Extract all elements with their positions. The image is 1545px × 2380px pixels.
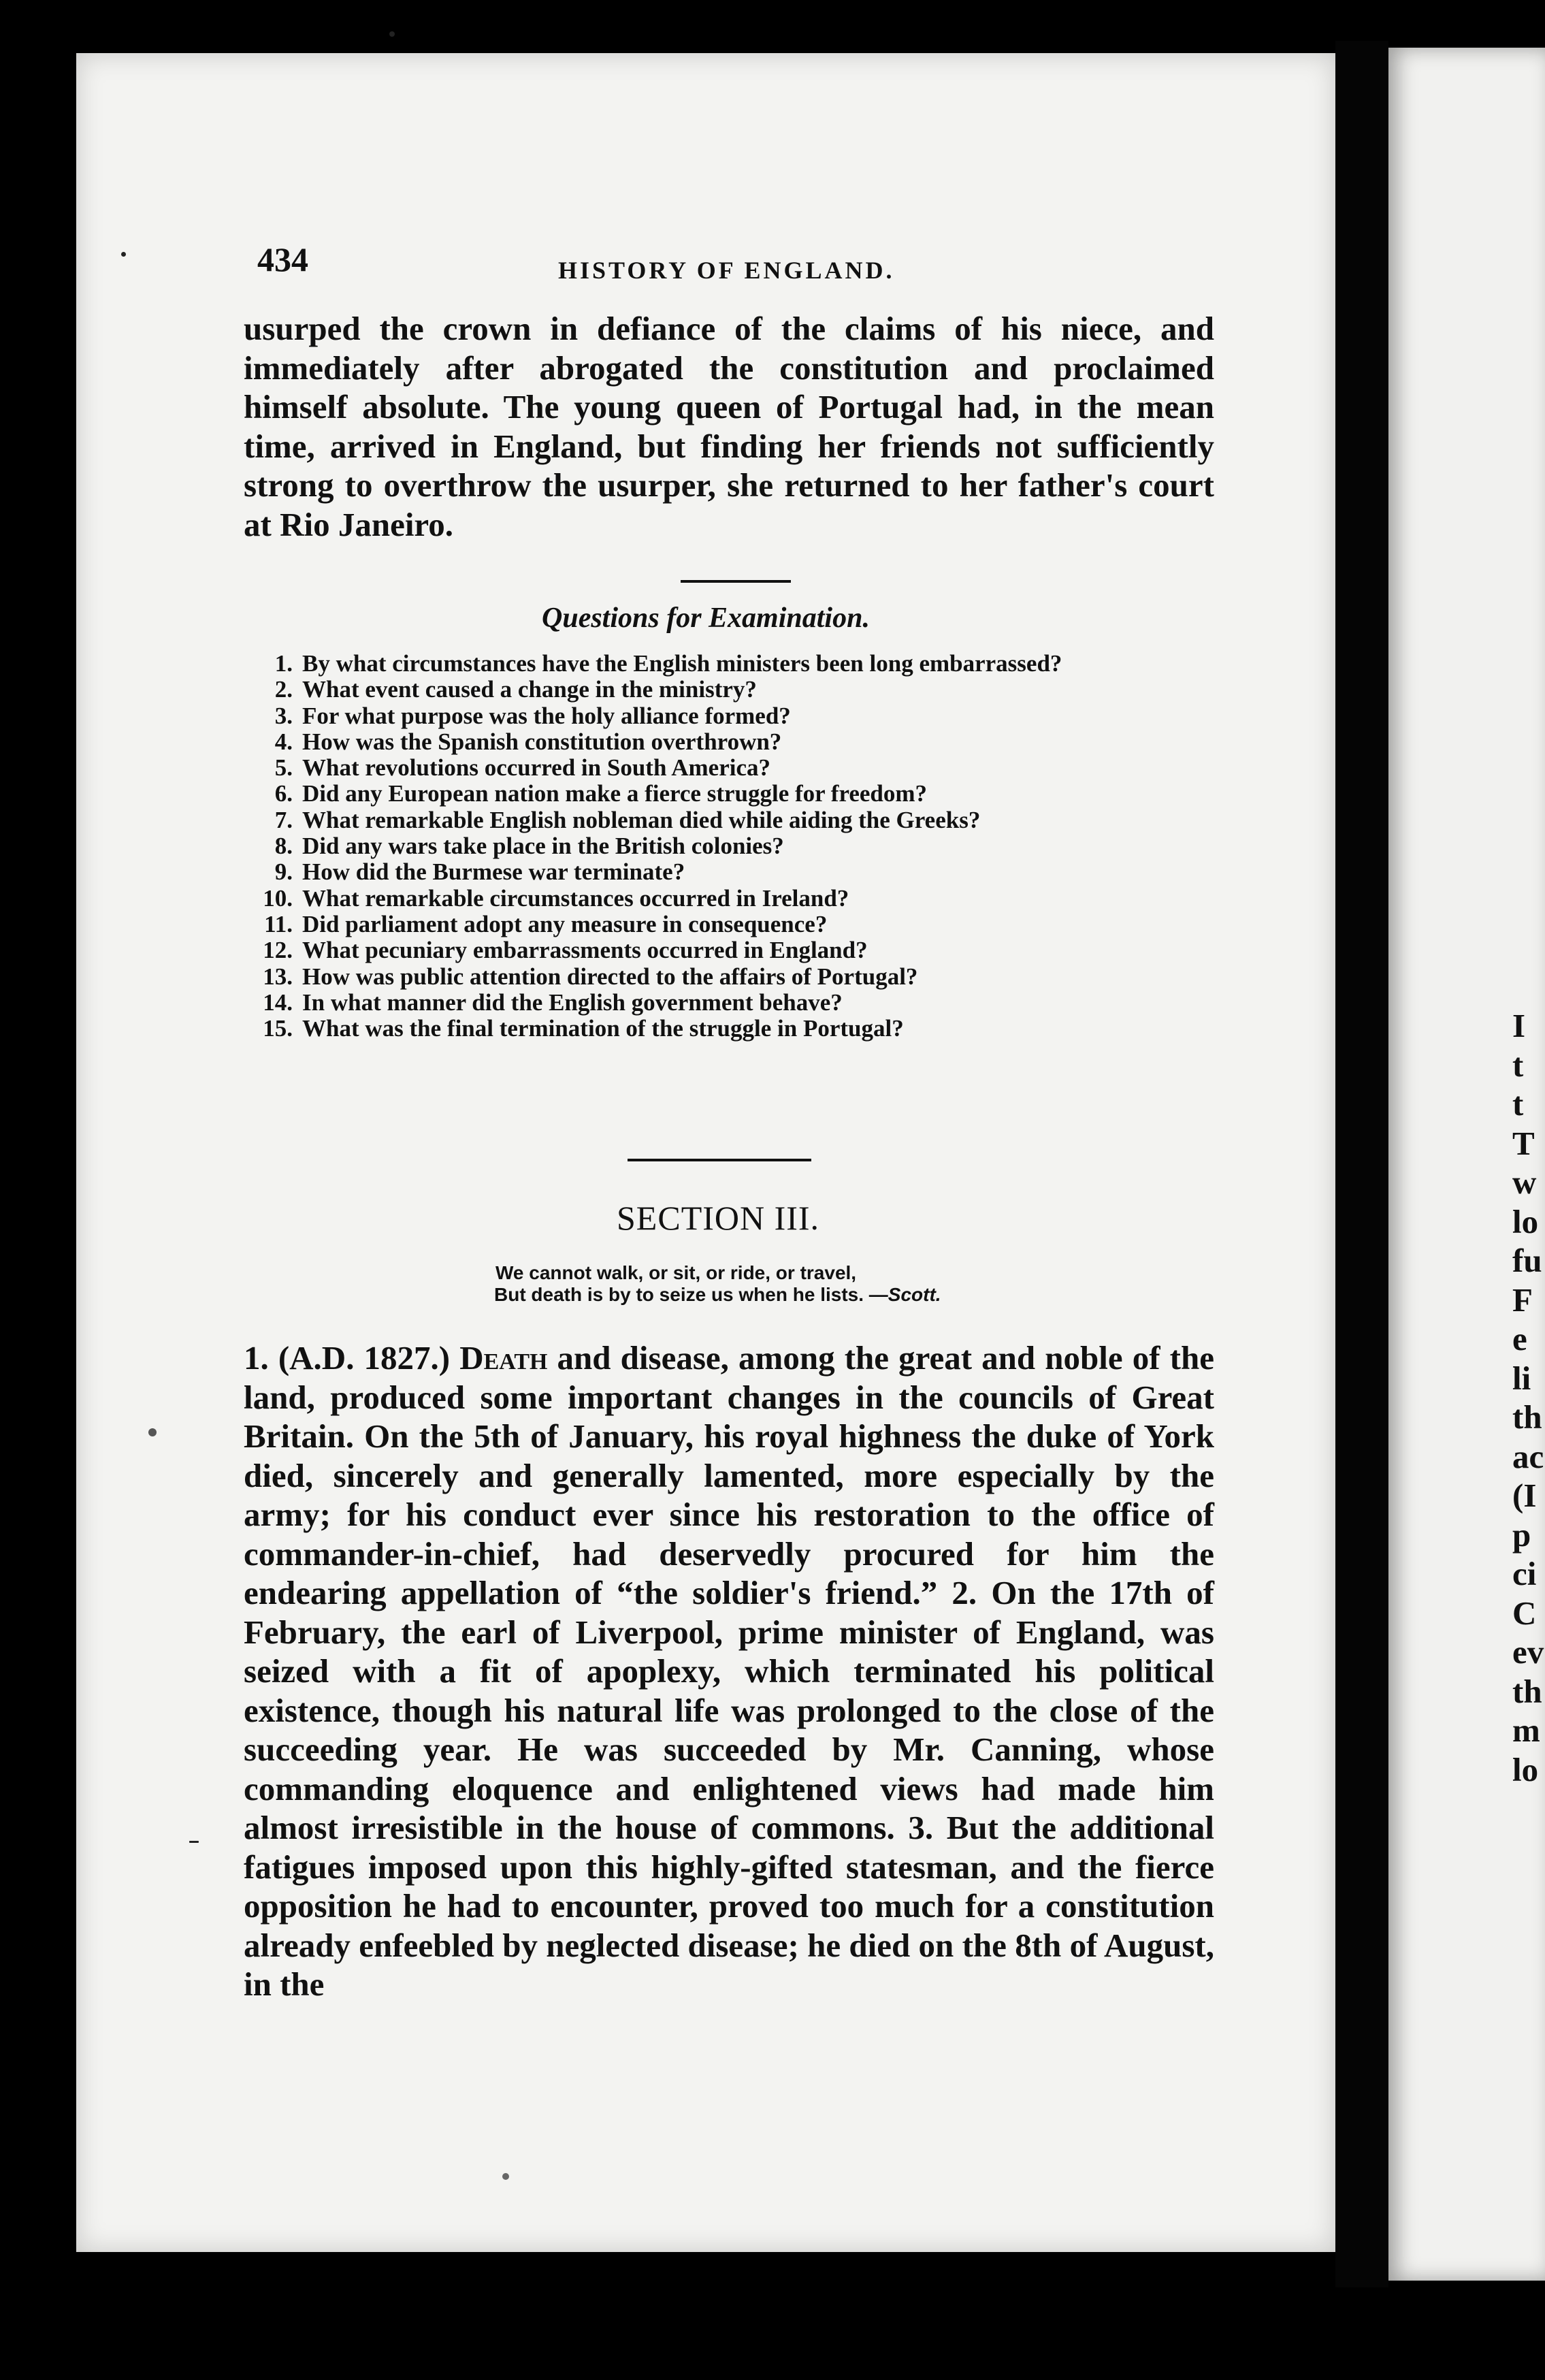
epigraph-attribution: Scott. (888, 1284, 941, 1305)
page-number: 434 (257, 240, 308, 278)
body-paragraph: 1. (A.D. 1827.) Death and disease, among the great and noble of the land, produced some important changes in the councils of Great Britain. On the 5th of January, his royal highness the duke of York died, sincerely and generally lamented, more especially by the army; for his conduct ever since his restoration to the office of commander-in-chief, had deservedly procured for him the endearing appellation of “the soldier's friend.” 2. On the 17th of February, the earl of Liverpool, prime minister of England, was seized with a fit of apoplexy, which terminated his political existence, though his natural life was prolonged to the close of the succeeding year. He was succeeded by Mr. Canning, whose commanding eloquence and enlightened views had made him almost irresistible in the house of commons. 3. But the additional fatigues imposed upon this highly-gifted statesman, and the fierce opposition he had to encounter, proved too much for a constitution already enfeebled by neglected disease; he died on the 8th of August, in the (244, 1339, 1214, 2003)
body-paragraph: usurped the crown in defiance of the claims of his niece, and immediately after abrogated the constitution and proclaimed himself absolute. The young queen of Portugal had, in the mean time, arrived in England, but finding her friends not sufficiently strong to overthrow the usurper, she returned to her father's court at Rio Janeiro. (244, 310, 1214, 543)
question-item: 5. What revolutions occurred in South America? (274, 754, 771, 782)
question-item: 11. Did parliament adopt any measure in consequence? (264, 910, 828, 937)
question-item: 7. What remarkable English nobleman died while aiding the Greeks? (274, 806, 981, 833)
scan-speck (502, 2173, 509, 2180)
question-item: 3. For what purpose was the holy alliance formed? (274, 702, 791, 729)
divider-rule (628, 1159, 811, 1161)
question-item: 1. By what circumstances have the English ministers been long embarrassed? (274, 650, 1062, 677)
scan-speck (189, 1841, 199, 1843)
drop-word: Death (459, 1339, 548, 1377)
question-item: 13. How was public attention directed to the affairs of Portugal? (263, 963, 918, 990)
questions-list (245, 651, 1218, 1042)
question-item: 12. What pecuniary embarrassments occurred in England? (263, 937, 868, 964)
section-heading: SECTION III. (617, 1199, 820, 1237)
question-item: 9. How did the Burmese war terminate? (274, 858, 685, 886)
question-item: 6. Did any European nation make a fierce struggle for freedom? (274, 780, 928, 807)
scan-speck (389, 31, 395, 37)
scan-speck (148, 1428, 157, 1436)
question-item: 15. What was the final termination of the struggle in Portugal? (263, 1015, 904, 1042)
epigraph-line: But death is by to seize us when he lists. —Scott. (494, 1284, 941, 1305)
question-item: 10. What remarkable circumstances occurred in Ireland? (263, 884, 849, 912)
question-item: 4. How was the Spanish constitution overthrown? (274, 728, 782, 755)
book-gutter (1335, 41, 1388, 2287)
running-head: HISTORY OF ENGLAND. (558, 257, 895, 284)
divider-rule (681, 580, 791, 583)
questions-title: Questions for Examination. (542, 602, 870, 634)
question-item: 2. What event caused a change in the ministry? (274, 676, 757, 703)
question-item: 14. In what manner did the English government behave? (263, 988, 843, 1016)
question-item: 8. Did any wars take place in the British colonies? (274, 833, 784, 860)
epigraph-line: We cannot walk, or sit, or ride, or travel, (495, 1262, 857, 1283)
epigraph (495, 1262, 941, 1306)
scan-speck (121, 252, 126, 257)
facing-page-fragments: I t t T w lo fu F e li th ac (I p ci C ev th m lo (1512, 1007, 1544, 1788)
